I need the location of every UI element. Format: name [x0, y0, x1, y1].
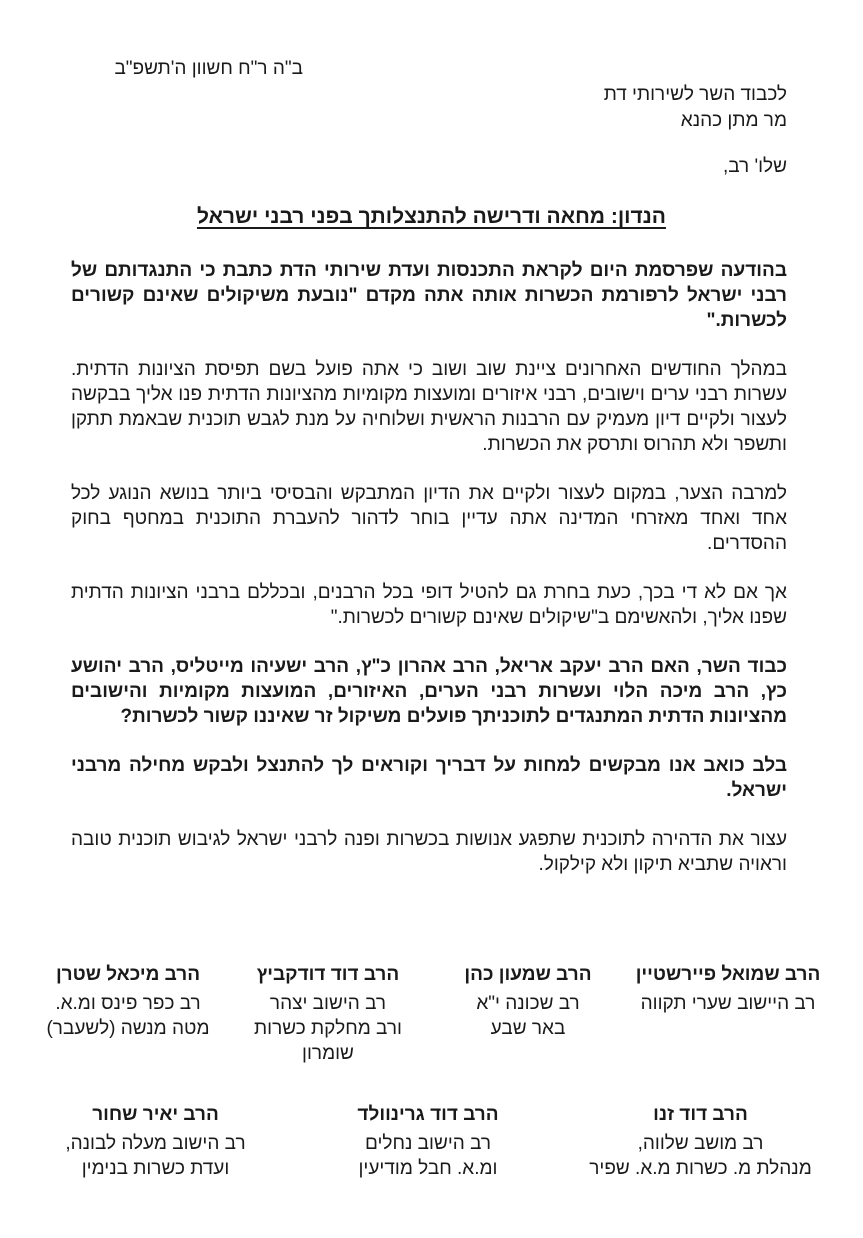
signer-title: רב הישוב נחלים: [364, 1133, 492, 1154]
signature: [33, 962, 223, 1066]
signer-title: רב הישוב יצהר: [269, 993, 387, 1014]
signer-name: הרב שמואל פיירשטיין: [635, 964, 821, 985]
signature: [233, 962, 423, 1066]
signer-name: הרב שמעון כהן: [464, 964, 592, 985]
signer-title: רב שכונה י"א: [476, 993, 580, 1014]
recipient-name: מר מתן כהנא: [680, 110, 787, 131]
signer-title: רב מושב שלווה,: [637, 1133, 764, 1154]
paragraph-opening: בהודעה שפרסמת היום לקראת התכנסות ועדת שירותי הדת כתבת כי התנגדותם של רבני ישראל לרפורמת הכשרות אותה אתה מקדם "נובעת משיקולים שאינם קשורים לכשרות.": [71, 260, 787, 331]
signer-title: רב היישוב שערי תקווה: [640, 993, 816, 1014]
signer-name: הרב דוד גרינוולד: [357, 1104, 499, 1125]
signer-name: הרב דוד זנו: [653, 1104, 748, 1125]
signatures-row: [33, 1102, 823, 1181]
signature: [578, 1102, 823, 1181]
paragraph-regret: למרבה הצער, במקום לעצור ולקיים את הדיון המתבקש והבסיסי ביותר בנושא הנוגע לכל אחד ואחד מאזרחי המדינה אתה עדיין בוחר לדהור להעברת התוכנית במחטף בחוק ההסדרים.: [71, 483, 787, 554]
signer-title: מנהלת מ. כשרות מ.א. שפיר: [589, 1158, 812, 1179]
signer-title: ורב מחלקת כשרות: [254, 1018, 402, 1039]
paragraph-background: במהלך החודשים האחרונים ציינת שוב ושוב כי אתה פועל בשם תפיסת הציונות הדתית. עשרות רבני ערים וישובים, רבני איזורים ומועצות מקומיות מהציונות הדתית פנו אליך בבקשה לעצור ולקיים דיון מעמיק עם הרבנות הראשית ושלוחיה על מנת לגבש תוכנית שבאמת תתקן ותשפר ולא תהרוס ותרסק את הכשרות.: [71, 359, 787, 455]
signer-name: הרב דוד דודקביץ: [256, 964, 400, 985]
signature: [633, 962, 823, 1066]
subject-heading: [0, 205, 863, 229]
letter-date: ב"ה ר"ח חשוון ה'תשפ"ב: [114, 58, 303, 79]
recipient-address: [604, 82, 787, 134]
signer-title: רב כפר פינס ומ.א.: [55, 993, 201, 1014]
signature: [306, 1102, 551, 1181]
signer-name: הרב יאיר שחור: [92, 1104, 219, 1125]
paragraph-question: כבוד השר, האם הרב יעקב אריאל, הרב אהרון כ"ץ, הרב ישעיהו מייטליס, הרב יהושע כץ, הרב מיכה הלוי ועשרות רבני הערים, האיזורים, המועצות מקומיות והישובים מהציונות הדתית המתנגדים לתוכניתך פועלים משיקול זר שאיננו קשור לכשרות?: [71, 656, 787, 727]
signature: [33, 1102, 278, 1181]
signer-name: הרב מיכאל שטרן: [55, 964, 201, 985]
signatures-row: [33, 962, 823, 1066]
recipient-title: לכבוד השר לשירותי דת: [603, 84, 787, 105]
signer-title: מטה מנשה (לשעבר): [46, 1018, 210, 1039]
signatures-block: [33, 962, 823, 1181]
signer-title: רב הישוב מעלה לבונה,: [65, 1133, 246, 1154]
signature: [433, 962, 623, 1066]
signer-title: ועדת כשרות בנימין: [81, 1158, 230, 1179]
letter-body: [71, 258, 787, 877]
signer-title: ומ.א. חבל מודיעין: [358, 1158, 498, 1179]
paragraph-closing: עצור את הדהירה לתוכנית שתפגע אנושות בכשרות ופנה לרבני ישראל לגיבוש תוכנית טובה וראויה שתביא תיקון ולא קילקול.: [71, 829, 787, 875]
greeting: שלו' רב,: [722, 156, 787, 177]
paragraph-demand: בלב כואב אנו מבקשים למחות על דבריך וקוראים לך להתנצל ולבקש מחילה מרבני ישראל.: [71, 755, 787, 801]
signer-title: שומרון: [302, 1043, 354, 1064]
paragraph-accusation: אך אם לא די בכך, כעת בחרת גם להטיל דופי בכל הרבנים, ובכללם ברבני הציונות הדתית שפנו אליך, ולהאשימם ב"שיקולים שאינם קשורים לכשרות.": [71, 582, 787, 628]
subject-text: הנדון: מחאה ודרישה להתנצלותך בפני רבני ישראל: [196, 205, 666, 228]
signer-title: באר שבע: [490, 1018, 566, 1039]
